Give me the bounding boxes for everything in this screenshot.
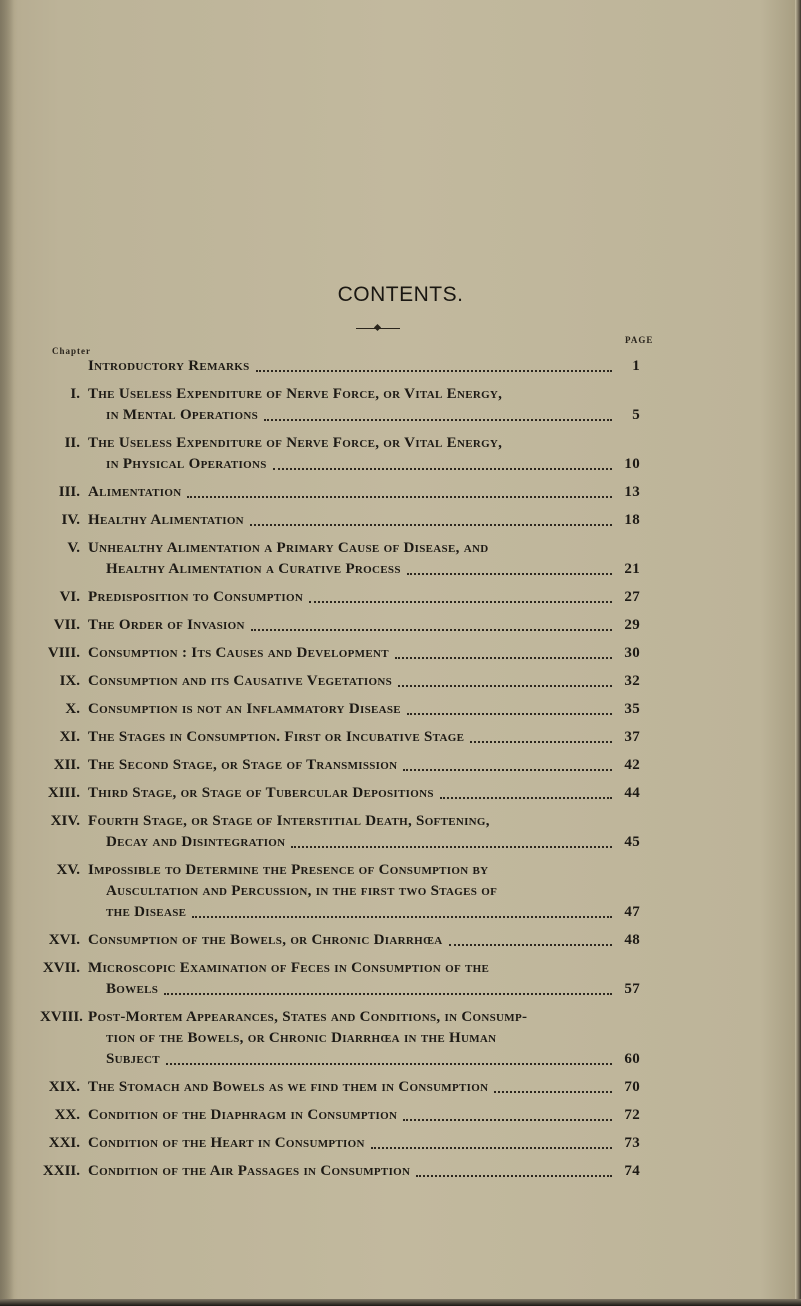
entry-last-line (88, 1133, 640, 1154)
page-number: 5 (632, 407, 640, 423)
toc-entry (40, 671, 640, 692)
entry-body (88, 384, 640, 426)
toc-entry (40, 356, 640, 377)
dot-leader (187, 496, 612, 498)
toc-entry (40, 958, 640, 1000)
entry-last-line (88, 699, 640, 720)
entry-body (88, 699, 640, 720)
chapter-title-text: Third Stage, or Stage of Tubercular Depositions (88, 785, 434, 801)
chapter-number: XXI. (48, 1135, 80, 1151)
entry-body (88, 930, 640, 951)
chapter-number: XIII. (47, 785, 80, 801)
entry-body (88, 433, 640, 475)
chapter-number: XIX. (48, 1079, 80, 1095)
page-right-edge (795, 0, 801, 1306)
chapter-title-text: Condition of the Heart in Consumption (88, 1135, 365, 1151)
entry-body (88, 356, 640, 377)
chapter-title-text: Consumption is not an Inflammatory Disease (88, 701, 401, 717)
entry-last-line (88, 727, 640, 748)
page-number: 32 (624, 673, 640, 689)
entry-last-line (88, 1077, 640, 1098)
entry-last-line (88, 356, 640, 377)
chapter-number: XVII. (42, 960, 80, 976)
entry-last-line (88, 405, 640, 426)
chapter-title-text: Subject (106, 1051, 160, 1067)
entry-body (88, 643, 640, 664)
page-number: 35 (624, 701, 640, 717)
page-number: 1 (632, 358, 640, 374)
page-number: 70 (624, 1079, 640, 1095)
chapter-title-text: Healthy Alimentation (88, 512, 244, 528)
dot-leader (291, 846, 612, 848)
entry-last-line (88, 671, 640, 692)
dot-leader (164, 993, 612, 995)
toc-entry (40, 727, 640, 748)
chapter-title-text: Microscopic Examination of Feces in Consumption of the (88, 960, 490, 976)
chapter-number: XV. (56, 862, 80, 878)
chapter-title-text: Introductory Remarks (88, 358, 250, 374)
entry-last-line (88, 454, 640, 475)
toc-entry (40, 482, 640, 503)
dot-leader (403, 769, 612, 771)
page-number: 60 (624, 1051, 640, 1067)
dot-leader (398, 685, 612, 687)
entry-body (88, 1133, 640, 1154)
entry-last-line (88, 1161, 640, 1182)
chapter-title-text: tion of the Bowels, or Chronic Diarrhœa in the Human (106, 1030, 497, 1046)
entry-last-line (88, 587, 640, 608)
entry-last-line (88, 979, 640, 1000)
page-number: 74 (624, 1163, 640, 1179)
toc-entry (40, 699, 640, 720)
dot-leader (395, 657, 612, 659)
chapter-number: I. (70, 386, 80, 402)
page-number: 29 (624, 617, 640, 633)
dot-leader (440, 797, 612, 799)
page-gutter-shadow (0, 0, 14, 1306)
toc-entry (40, 811, 640, 853)
chapter-title-text: Decay and Disintegration (106, 834, 286, 850)
toc-entry (40, 1077, 640, 1098)
chapter-title-text: in Physical Operations (106, 456, 267, 472)
chapter-number: II. (64, 435, 80, 451)
dot-leader (416, 1175, 612, 1177)
toc-entry (40, 433, 640, 475)
page-bottom-edge (0, 1299, 801, 1306)
chapter-number: XVIII. (40, 1009, 83, 1025)
entry-last-line (88, 930, 640, 951)
chapter-number: V. (67, 540, 80, 556)
toc-entry (40, 930, 640, 951)
entry-body (88, 860, 640, 923)
page-number: 57 (624, 981, 640, 997)
chapter-title-text: the Disease (106, 904, 187, 920)
toc-entry (40, 1161, 640, 1182)
page-number: 73 (624, 1135, 640, 1151)
entry-body (88, 587, 640, 608)
chapter-title-text: Unhealthy Alimentation a Primary Cause of Disease, and (88, 540, 489, 556)
entry-last-line (88, 755, 640, 776)
chapter-number: XIV. (50, 813, 80, 829)
title-ornament (356, 325, 400, 333)
page-number: 72 (624, 1107, 640, 1123)
chapter-number: IX. (59, 673, 80, 689)
chapter-title-text: The Stages in Consumption. First or Incubative Stage (88, 729, 465, 745)
entry-body (88, 538, 640, 580)
chapter-title-text: The Second Stage, or Stage of Transmission (88, 757, 398, 773)
page-number: 30 (624, 645, 640, 661)
dot-leader (251, 629, 612, 631)
page-number: 37 (624, 729, 640, 745)
entry-body (88, 510, 640, 531)
page-number: 27 (624, 589, 640, 605)
dot-leader (407, 713, 612, 715)
page-number: 13 (624, 484, 640, 500)
toc-entry (40, 1105, 640, 1126)
page-number: 18 (624, 512, 640, 528)
page-number: 44 (624, 785, 640, 801)
entry-body (88, 727, 640, 748)
dot-leader (256, 370, 612, 372)
toc-entry (40, 510, 640, 531)
chapter-number: XI. (59, 729, 80, 745)
chapter-title-text: Alimentation (88, 484, 182, 500)
dot-leader (166, 1063, 612, 1065)
chapter-number: XX. (54, 1107, 80, 1123)
page-number: 21 (624, 561, 640, 577)
dot-leader (371, 1147, 612, 1149)
entry-body (88, 615, 640, 636)
entry-body (88, 1077, 640, 1098)
dot-leader (407, 573, 612, 575)
dot-leader (449, 944, 612, 946)
chapter-column-header: Chapter (52, 346, 91, 356)
dot-leader (309, 601, 612, 603)
entry-body (88, 783, 640, 804)
chapter-title-text: Condition of the Diaphragm in Consumption (88, 1107, 398, 1123)
toc-entry (40, 384, 640, 426)
page-title: CONTENTS. (337, 283, 464, 306)
chapter-number (40, 356, 88, 377)
chapter-title-text: Consumption of the Bowels, or Chronic Diarrhœa (88, 932, 443, 948)
entry-body (88, 811, 640, 853)
toc-entry (40, 783, 640, 804)
chapter-title-text: The Order of Invasion (88, 617, 245, 633)
toc-entry (40, 587, 640, 608)
dot-leader (250, 524, 612, 526)
chapter-title-text: The Useless Expenditure of Nerve Force, or Vital Energy, (88, 386, 503, 402)
dot-leader (494, 1091, 612, 1093)
chapter-number: VIII. (47, 645, 80, 661)
chapter-number: XVI. (48, 932, 80, 948)
chapter-title-text: Condition of the Air Passages in Consumption (88, 1163, 411, 1179)
chapter-number: XXII. (42, 1163, 80, 1179)
chapter-title-text: Post-Mortem Appearances, States and Conditions, in Consump- (88, 1009, 528, 1025)
entry-last-line (88, 643, 640, 664)
chapter-title-text: Bowels (106, 981, 159, 997)
entry-last-line (88, 559, 640, 580)
page-number: 10 (624, 456, 640, 472)
dot-leader (264, 419, 612, 421)
toc-entry (40, 615, 640, 636)
chapter-title-text: Consumption : Its Causes and Development (88, 645, 389, 661)
chapter-number: III. (58, 484, 80, 500)
toc-entry (40, 1007, 640, 1070)
page-number: 42 (624, 757, 640, 773)
entry-last-line (88, 1049, 640, 1070)
entry-body (88, 1161, 640, 1182)
chapter-title-text: Predisposition to Consumption (88, 589, 304, 605)
entry-last-line (88, 832, 640, 853)
toc-entry (40, 538, 640, 580)
toc-entry (40, 1133, 640, 1154)
ornament-diamond-icon (374, 324, 381, 331)
chapter-title-text: Auscultation and Percussion, in the first two Stages of (106, 883, 498, 899)
page-number: 48 (624, 932, 640, 948)
chapter-number: VI. (59, 589, 80, 605)
dot-leader (403, 1119, 612, 1121)
toc-entry (40, 755, 640, 776)
chapter-title-text: Impossible to Determine the Presence of Consumption by (88, 862, 489, 878)
chapter-title-text: The Stomach and Bowels as we find them in Consumption (88, 1079, 489, 1095)
chapter-title-text: The Useless Expenditure of Nerve Force, or Vital Energy, (88, 435, 503, 451)
chapter-number: IV. (61, 512, 80, 528)
dot-leader (273, 468, 612, 470)
entry-body (88, 958, 640, 1000)
chapter-title-text: Fourth Stage, or Stage of Interstitial Death, Softening, (88, 813, 490, 829)
page-number: 47 (624, 904, 640, 920)
page-number: 45 (624, 834, 640, 850)
entry-body (88, 1007, 640, 1070)
dot-leader (470, 741, 612, 743)
chapter-title-text: in Mental Operations (106, 407, 258, 423)
toc-entry (40, 643, 640, 664)
chapter-title-text: Consumption and its Causative Vegetations (88, 673, 393, 689)
entry-last-line (88, 902, 640, 923)
entry-body (88, 482, 640, 503)
entry-last-line (88, 615, 640, 636)
table-of-contents (40, 356, 640, 1189)
entry-last-line (88, 482, 640, 503)
chapter-number: XII. (53, 757, 80, 773)
entry-last-line (88, 1105, 640, 1126)
chapter-number: VII. (53, 617, 80, 633)
chapter-title-text: Healthy Alimentation a Curative Process (106, 561, 401, 577)
entry-body (88, 755, 640, 776)
dot-leader (192, 916, 612, 918)
entry-last-line (88, 783, 640, 804)
page-column-header: PAGE (625, 335, 654, 345)
entry-body (88, 1105, 640, 1126)
toc-entry (40, 860, 640, 923)
chapter-number: X. (65, 701, 80, 717)
entry-last-line (88, 510, 640, 531)
entry-body (88, 671, 640, 692)
